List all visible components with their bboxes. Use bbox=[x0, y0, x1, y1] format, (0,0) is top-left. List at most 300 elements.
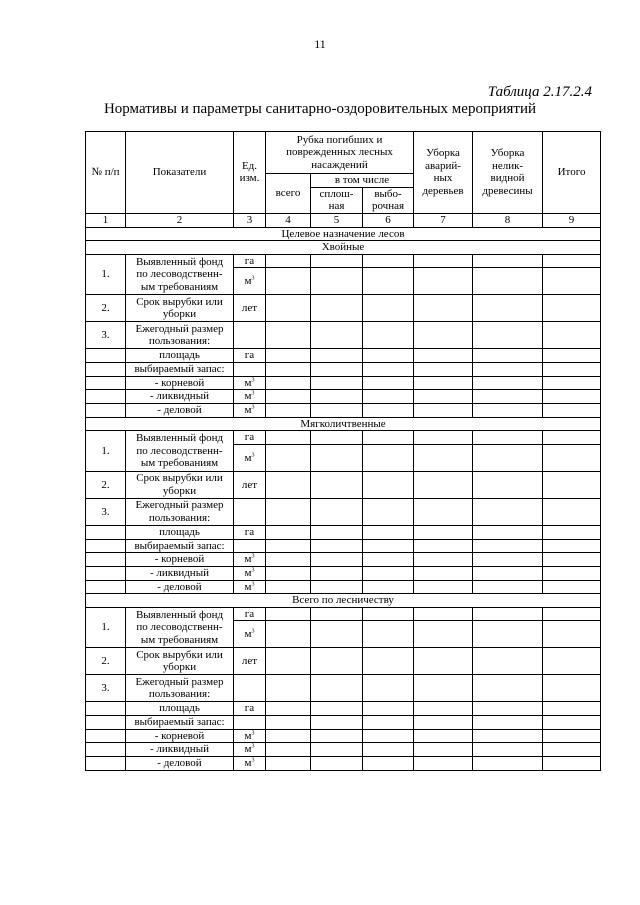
empty-cell bbox=[311, 525, 363, 539]
empty-cell bbox=[86, 349, 126, 363]
unit-m3: м bbox=[244, 580, 252, 593]
empty-cell bbox=[311, 431, 363, 445]
indicator-root bbox=[126, 729, 234, 743]
empty-cell bbox=[414, 349, 473, 363]
unit-cube: 3 bbox=[251, 275, 255, 282]
header-illiquid-line4: древесины bbox=[482, 185, 533, 198]
empty-cell bbox=[266, 539, 311, 553]
header-total: всего bbox=[266, 174, 311, 214]
empty-cell bbox=[473, 390, 543, 404]
row-number: 1. bbox=[86, 431, 126, 472]
col-number: 4 bbox=[266, 213, 311, 227]
empty-cell bbox=[543, 431, 601, 445]
indicator-business bbox=[126, 580, 234, 594]
header-emergency bbox=[414, 132, 473, 214]
unit-cell bbox=[234, 648, 266, 675]
unit-ha: га bbox=[244, 254, 255, 267]
stock-label: выбираемый запас: bbox=[134, 716, 225, 729]
unit-cell bbox=[234, 390, 266, 404]
header-felling-line3: насаждений bbox=[311, 158, 368, 171]
empty-cell bbox=[266, 757, 311, 771]
empty-cell bbox=[363, 295, 414, 322]
empty-cell bbox=[414, 702, 473, 716]
stock-label: выбираемый запас: bbox=[134, 539, 225, 552]
row-number: 2. bbox=[86, 648, 126, 675]
empty-cell bbox=[473, 702, 543, 716]
unit-cell bbox=[234, 716, 266, 730]
empty-cell bbox=[266, 390, 311, 404]
empty-cell bbox=[473, 539, 543, 553]
header-unit: Ед. изм. bbox=[234, 132, 266, 214]
empty-cell bbox=[473, 295, 543, 322]
fund-line3: ым требованиям bbox=[140, 633, 219, 646]
unit-cube: 3 bbox=[251, 451, 255, 458]
fund-line3: ым требованиям bbox=[140, 457, 219, 470]
empty-cell bbox=[414, 553, 473, 567]
header-felling bbox=[266, 132, 414, 174]
indicator-root bbox=[126, 376, 234, 390]
empty-cell bbox=[543, 349, 601, 363]
root-label: - корневой bbox=[154, 376, 205, 389]
term-line1: Срок вырубки или bbox=[136, 472, 223, 485]
header-itogo: Итого bbox=[543, 132, 601, 214]
unit-cell bbox=[234, 743, 266, 757]
empty-cell bbox=[414, 404, 473, 418]
empty-cell bbox=[543, 539, 601, 553]
empty-cell bbox=[363, 254, 414, 268]
unit-m3: м bbox=[244, 553, 252, 566]
stock-label: выбираемый запас: bbox=[134, 363, 225, 376]
header-selective-line2: рочная bbox=[371, 200, 405, 213]
empty-cell bbox=[311, 390, 363, 404]
root-label: - корневой bbox=[154, 553, 205, 566]
empty-cell bbox=[363, 539, 414, 553]
unit-m3: м bbox=[244, 729, 252, 742]
unit-cube: 3 bbox=[251, 567, 255, 574]
empty-cell bbox=[363, 363, 414, 377]
header-illiquid bbox=[473, 132, 543, 214]
unit-cell bbox=[234, 729, 266, 743]
empty-cell bbox=[473, 404, 543, 418]
empty-cell bbox=[363, 580, 414, 594]
unit-cube: 3 bbox=[251, 390, 255, 397]
unit-cell bbox=[234, 675, 266, 702]
unit-cell bbox=[234, 349, 266, 363]
root-label: - корневой bbox=[154, 729, 205, 742]
empty-cell bbox=[543, 580, 601, 594]
empty-cell bbox=[473, 729, 543, 743]
header-no: № п/п bbox=[86, 132, 126, 214]
fund-line3: ым требованиям bbox=[140, 280, 219, 293]
unit-cube: 3 bbox=[251, 757, 255, 764]
empty-cell bbox=[311, 566, 363, 580]
empty-cell bbox=[414, 743, 473, 757]
unit-cube: 3 bbox=[251, 404, 255, 411]
indicator-annual bbox=[126, 675, 234, 702]
empty-cell bbox=[543, 498, 601, 525]
header-illiquid-line2: нелик- bbox=[491, 159, 524, 172]
empty-cell bbox=[473, 607, 543, 621]
section-header: Хвойные bbox=[86, 241, 601, 255]
header-felling-line2: поврежденных лесных bbox=[286, 146, 393, 159]
empty-cell bbox=[473, 675, 543, 702]
unit-m3: м bbox=[244, 404, 252, 417]
page-number: 11 bbox=[314, 37, 326, 51]
header-including: в том числе bbox=[311, 174, 414, 188]
empty-cell bbox=[473, 716, 543, 730]
empty-cell bbox=[311, 539, 363, 553]
table-title: Нормативы и параметры санитарно-оздоровительных мероприятий bbox=[103, 101, 537, 117]
empty-cell bbox=[414, 621, 473, 648]
unit-cube: 3 bbox=[251, 580, 255, 587]
empty-cell bbox=[414, 729, 473, 743]
norms-table bbox=[85, 131, 601, 771]
unit-cell bbox=[234, 566, 266, 580]
empty-cell bbox=[543, 376, 601, 390]
empty-cell bbox=[543, 621, 601, 648]
empty-cell bbox=[86, 390, 126, 404]
header-felling-line1: Рубка погибших и bbox=[296, 133, 383, 146]
fund-line1: Выявленный фонд bbox=[135, 608, 224, 621]
unit-m3: м bbox=[244, 376, 252, 389]
annual-line1: Ежегодный размер bbox=[135, 675, 224, 688]
empty-cell bbox=[311, 404, 363, 418]
indicator-liquid bbox=[126, 390, 234, 404]
empty-cell bbox=[414, 566, 473, 580]
empty-cell bbox=[266, 580, 311, 594]
empty-cell bbox=[86, 716, 126, 730]
header-solid-line2: ная bbox=[328, 200, 345, 213]
term-line2: уборки bbox=[162, 308, 197, 321]
empty-cell bbox=[86, 376, 126, 390]
empty-cell bbox=[543, 702, 601, 716]
unit-cube: 3 bbox=[251, 628, 255, 635]
unit-cube: 3 bbox=[251, 743, 255, 750]
unit-years: лет bbox=[241, 655, 258, 668]
empty-cell bbox=[363, 607, 414, 621]
empty-cell bbox=[363, 553, 414, 567]
liquid-label: - ликвидный bbox=[150, 566, 209, 579]
empty-cell bbox=[543, 254, 601, 268]
empty-cell bbox=[363, 322, 414, 349]
unit-cell bbox=[234, 757, 266, 771]
indicator-fund bbox=[126, 431, 234, 472]
indicator-fund bbox=[126, 254, 234, 295]
empty-cell bbox=[414, 675, 473, 702]
unit-cell bbox=[234, 471, 266, 498]
fund-line2: по лесоводственн- bbox=[136, 268, 223, 281]
unit-ha: га bbox=[244, 702, 255, 715]
empty-cell bbox=[266, 498, 311, 525]
indicator-business bbox=[126, 404, 234, 418]
purpose-row: Целевое назначение лесов bbox=[86, 227, 601, 241]
empty-cell bbox=[266, 553, 311, 567]
unit-ha: га bbox=[244, 349, 255, 362]
empty-cell bbox=[414, 498, 473, 525]
liquid-label: - ликвидный bbox=[150, 390, 209, 403]
empty-cell bbox=[311, 716, 363, 730]
unit-cube: 3 bbox=[251, 553, 255, 560]
col-number: 6 bbox=[363, 213, 414, 227]
section-header: Всего по лесничеству bbox=[86, 594, 601, 608]
header-selective bbox=[363, 187, 414, 213]
fund-line2: по лесоводственн- bbox=[136, 444, 223, 457]
row-number: 2. bbox=[86, 471, 126, 498]
empty-cell bbox=[86, 580, 126, 594]
indicator-area bbox=[126, 349, 234, 363]
header-emergency-line2: аварий- bbox=[425, 159, 461, 172]
empty-cell bbox=[266, 566, 311, 580]
empty-cell bbox=[86, 525, 126, 539]
empty-cell bbox=[363, 675, 414, 702]
empty-cell bbox=[363, 471, 414, 498]
empty-cell bbox=[414, 648, 473, 675]
liquid-label: - ликвидный bbox=[150, 743, 209, 756]
empty-cell bbox=[266, 743, 311, 757]
empty-cell bbox=[266, 404, 311, 418]
empty-cell bbox=[414, 471, 473, 498]
unit-m3: м bbox=[244, 451, 252, 464]
col-number: 8 bbox=[473, 213, 543, 227]
header-emergency-line1: Уборка bbox=[426, 147, 460, 160]
empty-cell bbox=[86, 702, 126, 716]
empty-cell bbox=[363, 498, 414, 525]
indicator-area bbox=[126, 702, 234, 716]
annual-line1: Ежегодный размер bbox=[135, 499, 224, 512]
row-number: 3. bbox=[86, 675, 126, 702]
indicator-term bbox=[126, 648, 234, 675]
empty-cell bbox=[473, 757, 543, 771]
indicator-annual bbox=[126, 322, 234, 349]
empty-cell bbox=[473, 363, 543, 377]
empty-cell bbox=[86, 363, 126, 377]
empty-cell bbox=[86, 757, 126, 771]
indicator-root bbox=[126, 553, 234, 567]
annual-line2: пользования: bbox=[148, 511, 211, 524]
indicator-stock bbox=[126, 716, 234, 730]
empty-cell bbox=[266, 254, 311, 268]
empty-cell bbox=[473, 498, 543, 525]
empty-cell bbox=[363, 729, 414, 743]
unit-cell bbox=[234, 553, 266, 567]
annual-line2: пользования: bbox=[148, 335, 211, 348]
empty-cell bbox=[266, 471, 311, 498]
empty-cell bbox=[473, 376, 543, 390]
unit-m3: м bbox=[244, 628, 252, 641]
empty-cell bbox=[311, 363, 363, 377]
unit-cell bbox=[234, 525, 266, 539]
empty-cell bbox=[473, 444, 543, 471]
unit-cell bbox=[234, 580, 266, 594]
empty-cell bbox=[414, 525, 473, 539]
area-label: площадь bbox=[159, 349, 200, 362]
empty-cell bbox=[543, 390, 601, 404]
indicator-liquid bbox=[126, 743, 234, 757]
unit-cell bbox=[234, 268, 266, 295]
empty-cell bbox=[86, 743, 126, 757]
unit-cell bbox=[234, 404, 266, 418]
empty-cell bbox=[473, 525, 543, 539]
empty-cell bbox=[543, 675, 601, 702]
empty-cell bbox=[543, 322, 601, 349]
empty-cell bbox=[414, 757, 473, 771]
empty-cell bbox=[543, 716, 601, 730]
empty-cell bbox=[86, 729, 126, 743]
empty-cell bbox=[311, 702, 363, 716]
empty-cell bbox=[543, 471, 601, 498]
term-line2: уборки bbox=[162, 484, 197, 497]
unit-cell bbox=[234, 607, 266, 621]
empty-cell bbox=[266, 444, 311, 471]
term-line1: Срок вырубки или bbox=[136, 295, 223, 308]
indicator-term bbox=[126, 295, 234, 322]
empty-cell bbox=[543, 444, 601, 471]
empty-cell bbox=[543, 295, 601, 322]
unit-cube: 3 bbox=[251, 377, 255, 384]
empty-cell bbox=[363, 743, 414, 757]
empty-cell bbox=[414, 254, 473, 268]
fund-line2: по лесоводственн- bbox=[136, 621, 223, 634]
empty-cell bbox=[473, 471, 543, 498]
empty-cell bbox=[266, 431, 311, 445]
empty-cell bbox=[266, 525, 311, 539]
empty-cell bbox=[543, 268, 601, 295]
unit-cell bbox=[234, 322, 266, 349]
term-line1: Срок вырубки или bbox=[136, 648, 223, 661]
empty-cell bbox=[473, 254, 543, 268]
indicator-stock bbox=[126, 539, 234, 553]
empty-cell bbox=[473, 349, 543, 363]
empty-cell bbox=[473, 621, 543, 648]
empty-cell bbox=[311, 498, 363, 525]
empty-cell bbox=[266, 349, 311, 363]
empty-cell bbox=[266, 702, 311, 716]
empty-cell bbox=[543, 648, 601, 675]
col-number: 2 bbox=[126, 213, 234, 227]
empty-cell bbox=[363, 621, 414, 648]
empty-cell bbox=[414, 607, 473, 621]
empty-cell bbox=[266, 621, 311, 648]
indicator-fund bbox=[126, 607, 234, 648]
empty-cell bbox=[266, 607, 311, 621]
indicator-term bbox=[126, 471, 234, 498]
unit-cell bbox=[234, 254, 266, 268]
empty-cell bbox=[473, 743, 543, 757]
empty-cell bbox=[363, 268, 414, 295]
col-number: 3 bbox=[234, 213, 266, 227]
empty-cell bbox=[266, 363, 311, 377]
empty-cell bbox=[363, 566, 414, 580]
header-emergency-line4: деревьев bbox=[422, 185, 464, 198]
col-number: 9 bbox=[543, 213, 601, 227]
row-number: 3. bbox=[86, 322, 126, 349]
empty-cell bbox=[414, 363, 473, 377]
header-illiquid-line1: Уборка bbox=[490, 147, 525, 160]
empty-cell bbox=[543, 553, 601, 567]
empty-cell bbox=[86, 566, 126, 580]
unit-m3: м bbox=[244, 390, 252, 403]
empty-cell bbox=[543, 729, 601, 743]
indicator-annual bbox=[126, 498, 234, 525]
empty-cell bbox=[414, 580, 473, 594]
row-number: 3. bbox=[86, 498, 126, 525]
empty-cell bbox=[311, 648, 363, 675]
empty-cell bbox=[473, 431, 543, 445]
unit-cell bbox=[234, 295, 266, 322]
empty-cell bbox=[311, 675, 363, 702]
empty-cell bbox=[363, 404, 414, 418]
col-number: 7 bbox=[414, 213, 473, 227]
empty-cell bbox=[266, 675, 311, 702]
empty-cell bbox=[311, 553, 363, 567]
fund-line1: Выявленный фонд bbox=[135, 255, 224, 268]
empty-cell bbox=[414, 539, 473, 553]
empty-cell bbox=[363, 648, 414, 675]
empty-cell bbox=[266, 376, 311, 390]
unit-cell bbox=[234, 498, 266, 525]
business-label: - деловой bbox=[157, 580, 202, 593]
business-label: - деловой bbox=[157, 404, 202, 417]
indicator-stock bbox=[126, 363, 234, 377]
empty-cell bbox=[266, 295, 311, 322]
annual-line1: Ежегодный размер bbox=[135, 322, 224, 335]
empty-cell bbox=[543, 757, 601, 771]
empty-cell bbox=[86, 553, 126, 567]
empty-cell bbox=[543, 607, 601, 621]
empty-cell bbox=[311, 268, 363, 295]
fund-line1: Выявленный фонд bbox=[135, 432, 224, 445]
unit-cell bbox=[234, 376, 266, 390]
unit-years: лет bbox=[241, 478, 258, 491]
unit-ha: га bbox=[244, 431, 255, 444]
term-line2: уборки bbox=[162, 661, 197, 674]
empty-cell bbox=[543, 743, 601, 757]
empty-cell bbox=[311, 349, 363, 363]
col-number: 5 bbox=[311, 213, 363, 227]
empty-cell bbox=[543, 404, 601, 418]
header-selective-line1: выбо- bbox=[374, 187, 402, 200]
empty-cell bbox=[311, 743, 363, 757]
header-emergency-line3: ных bbox=[433, 172, 453, 185]
area-label: площадь bbox=[159, 525, 200, 538]
unit-cell bbox=[234, 539, 266, 553]
empty-cell bbox=[414, 322, 473, 349]
empty-cell bbox=[414, 444, 473, 471]
row-number: 2. bbox=[86, 295, 126, 322]
section-header: Мягколичтвенные bbox=[86, 417, 601, 431]
empty-cell bbox=[363, 349, 414, 363]
unit-years: лет bbox=[241, 302, 258, 315]
unit-m3: м bbox=[244, 275, 252, 288]
empty-cell bbox=[414, 716, 473, 730]
empty-cell bbox=[363, 525, 414, 539]
empty-cell bbox=[363, 716, 414, 730]
empty-cell bbox=[311, 322, 363, 349]
unit-ha: га bbox=[244, 607, 255, 620]
empty-cell bbox=[414, 295, 473, 322]
empty-cell bbox=[266, 716, 311, 730]
row-number: 1. bbox=[86, 607, 126, 648]
empty-cell bbox=[414, 390, 473, 404]
row-number: 1. bbox=[86, 254, 126, 295]
empty-cell bbox=[473, 553, 543, 567]
empty-cell bbox=[311, 621, 363, 648]
empty-cell bbox=[266, 322, 311, 349]
empty-cell bbox=[266, 729, 311, 743]
empty-cell bbox=[414, 431, 473, 445]
empty-cell bbox=[363, 757, 414, 771]
empty-cell bbox=[473, 268, 543, 295]
